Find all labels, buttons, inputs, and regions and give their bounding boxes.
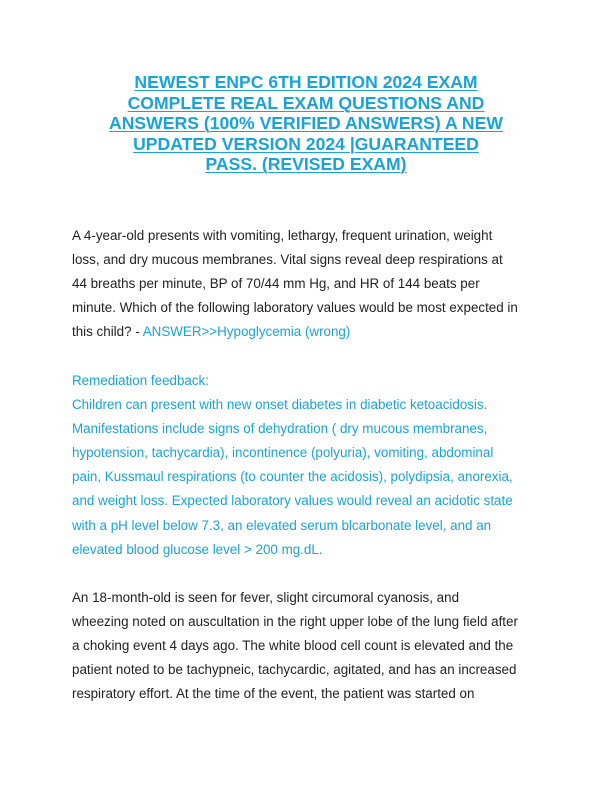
question-2-line: a choking event 4 days ago. The white blood cell count is elevated and the	[72, 638, 514, 654]
question-1-line: minute. Which of the following laboratory values would be most expected in	[72, 300, 518, 316]
question-1-line: 44 breaths per minute, BP of 70/44 mm Hg, and HR of 144 beats per	[72, 276, 480, 292]
remediation-heading: Remediation feedback:	[72, 373, 209, 388]
remediation-line: elevated blood glucose level > 200 mg.dL.	[72, 541, 323, 557]
title-line: NEWEST ENPC 6TH EDITION 2024 EXAM	[134, 72, 478, 92]
question-2-line: An 18-month-old is seen for fever, slight circumoral cyanosis, and	[72, 590, 460, 605]
document-title	[70, 72, 542, 175]
title-line: PASS. (REVISED EXAM)	[205, 154, 407, 174]
question-1-line: A 4-year-old presents with vomiting, lethargy, frequent urination, weight	[72, 228, 493, 243]
remediation-feedback	[72, 369, 542, 562]
question-1-answer: ANSWER>>Hypoglycemia (wrong)	[142, 324, 351, 340]
question-1	[72, 224, 542, 344]
question-1-line-prefix: this child? -	[72, 324, 143, 340]
question-2	[72, 586, 542, 706]
remediation-line: with a pH level below 7.3, an elevated serum blcarbonate level, and an	[72, 517, 492, 533]
question-2-line: respiratory effort. At the time of the event, the patient was started on	[72, 686, 475, 702]
remediation-line: and weight loss. Expected laboratory values would reveal an acidotic state	[72, 493, 513, 509]
title-line: UPDATED VERSION 2024 |GUARANTEED	[133, 133, 479, 154]
title-line: COMPLETE REAL EXAM QUESTIONS AND	[127, 92, 485, 113]
remediation-line: Children can present with new onset diabetes in diabetic ketoacidosis.	[72, 397, 488, 413]
remediation-line: pain, Kussmaul respirations (to counter the acidosis), polydipsia, anorexia,	[72, 469, 513, 485]
question-1-line: loss, and dry mucous membranes. Vital signs reveal deep respirations at	[72, 252, 503, 268]
title-line: ANSWERS (100% VERIFIED ANSWERS) A NEW	[109, 113, 503, 133]
question-1-last-line	[72, 320, 542, 344]
question-2-line: wheezing noted on auscultation in the right upper lobe of the lung field after	[72, 614, 518, 630]
remediation-line: hypotension, tachycardia), incontinence (polyuria), vomiting, abdominal	[72, 445, 494, 461]
question-2-line: patient noted to be tachypneic, tachycardic, agitated, and has an increased	[72, 662, 517, 678]
remediation-line: Manifestations include signs of dehydration ( dry mucous membranes,	[72, 421, 488, 437]
